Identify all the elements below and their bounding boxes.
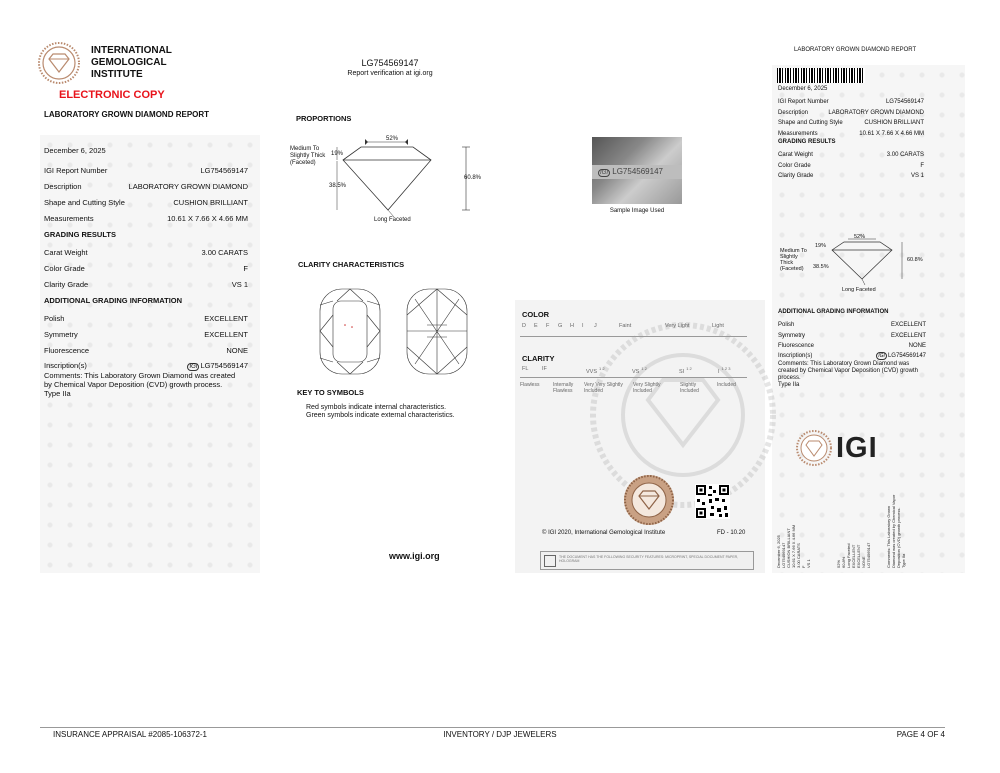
report-date: December 6, 2025 <box>44 146 106 155</box>
right-detail-value: LABORATORY GROWN DIAMOND <box>828 109 924 116</box>
right-grading-title: GRADING RESULTS <box>778 139 836 145</box>
institute-line: INTERNATIONAL <box>91 45 172 56</box>
grading-row <box>44 276 248 292</box>
right-detail-value: 10.61 X 7.66 X 4.66 MM <box>859 130 924 137</box>
right-girdle-line: Medium To <box>780 248 807 254</box>
igi-logo <box>796 430 886 466</box>
right-girdle-line: Thick <box>780 260 794 266</box>
right-grading-row <box>778 150 924 161</box>
right-girdle-description <box>780 248 807 272</box>
copyright: © IGI 2020, International Gemological Institute <box>542 530 666 536</box>
clarity-grade: IF <box>542 366 547 372</box>
right-additional-value: EXCELLENT <box>890 332 926 339</box>
right-depth-percentage: 60.8% <box>907 257 923 263</box>
grading-value: 3.00 CARATS <box>201 247 248 257</box>
rotated-summary-content <box>776 490 811 568</box>
clarity-characteristics-title: CLARITY CHARACTERISTICS <box>298 260 405 269</box>
right-detail-value: CUSHION BRILLIANT <box>864 120 924 127</box>
igi-logo-text: IGI <box>836 432 878 464</box>
right-additional-label: Fluorescence <box>778 343 815 350</box>
electronic-copy-label: ELECTRONIC COPY <box>59 89 165 101</box>
girdle-description <box>290 146 325 167</box>
depth-percentage: 60.8% <box>464 175 482 181</box>
right-report-date: December 6, 2025 <box>778 86 828 92</box>
additional-value: EXCELLENT <box>204 313 248 323</box>
clarity-scale-words <box>520 382 747 402</box>
rotated-carat: 3.00 CARATS <box>796 543 801 568</box>
right-grading-row <box>778 171 924 182</box>
right-grading-label: Color Grade <box>778 162 811 169</box>
rotated-fluorescence: NONE <box>861 556 866 568</box>
right-igi-inscription-mark: IGI <box>878 353 885 359</box>
right-detail-label: Shape and Cutting Style <box>778 120 843 127</box>
rotated-type: Type IIa <box>901 553 906 568</box>
verification-text: Report verification at igi.org <box>347 70 433 77</box>
rotated-summary-block <box>766 488 946 568</box>
igi-gold-seal <box>623 474 675 526</box>
proportions-title: PROPORTIONS <box>296 114 352 123</box>
right-detail-value: LG754569147 <box>885 99 924 106</box>
culet-description: Long Faceted <box>374 217 411 223</box>
rotated-shape: CUSHION BRILLIANT <box>786 528 791 568</box>
right-detail-row <box>778 108 924 119</box>
right-additional-row <box>778 341 926 352</box>
comments-text: Comments: This Laboratory Grown Diamond was created by Chemical Vapor Deposition (CVD) growth process. <box>44 371 236 389</box>
right-comments-text: Comments: This Laboratory Grown Diamond was created by Chemical Vapor Deposition (CVD) growth process. <box>778 360 918 381</box>
clarity-grade <box>718 366 730 375</box>
detail-value: 10.61 X 7.66 X 4.66 MM <box>167 213 248 223</box>
key-line: Green symbols indicate external characteristics. <box>306 412 455 419</box>
girdle-line: Medium To <box>290 146 320 152</box>
right-girdle-line: Slightly <box>780 254 798 260</box>
color-letter: H <box>570 323 574 329</box>
clarity-grade-label: SI <box>679 368 685 375</box>
grading-label: Carat Weight <box>44 247 88 257</box>
grading-value: VS 1 <box>231 279 248 289</box>
color-letter: G <box>558 323 563 329</box>
institute-line: GEMOLOGICAL <box>91 57 167 68</box>
grading-label: Clarity Grade <box>44 279 89 289</box>
detail-value: LG754569147 <box>200 165 248 175</box>
key-line: Red symbols indicate internal characteristics. <box>306 404 447 411</box>
girdle-line: (Faceted) <box>290 160 316 166</box>
rotated-summary-content-2 <box>836 490 871 568</box>
security-disclaimer: THE DOCUMENT HAS THE FOLLOWING SECURITY FEATURES: MICROPRINT, SPECIAL DOCUMENT PAPER, HOLOGRAM <box>559 555 739 563</box>
color-scale-line <box>520 336 747 337</box>
detail-label: Shape and Cutting Style <box>44 197 125 207</box>
right-grading-label: Carat Weight <box>778 152 813 159</box>
color-letter: I <box>582 323 584 329</box>
sample-inscription <box>598 167 663 176</box>
detail-row <box>44 162 248 178</box>
rotated-clarity: VS 1 <box>806 559 811 568</box>
rotated-date: December 6, 2025 <box>776 535 781 568</box>
right-detail-row <box>778 129 924 140</box>
color-letter: E <box>534 323 538 329</box>
rotated-depth: 60.8% <box>841 556 846 568</box>
color-scale <box>522 323 745 335</box>
table-percentage: 52% <box>386 136 399 142</box>
right-report-title: LABORATORY GROWN DIAMOND REPORT <box>794 47 917 53</box>
pavilion-percentage: 38.5% <box>329 183 347 189</box>
clarity-word: Internally Flawless <box>553 382 574 394</box>
grading-row <box>44 244 248 260</box>
color-word: Faint <box>619 323 632 329</box>
right-culet-description: Long Faceted <box>842 287 876 293</box>
crown-percentage: 19% <box>331 151 344 157</box>
additional-row <box>44 326 248 342</box>
right-girdle-line: (Faceted) <box>780 266 804 272</box>
rotated-polish: EXCELLENT <box>851 544 856 568</box>
diamond-type: Type IIa <box>44 389 71 398</box>
inscription-value <box>187 361 248 370</box>
rotated-inscription: LG754569147 <box>866 542 871 568</box>
right-crown-percentage: 19% <box>815 243 827 249</box>
footer-divider <box>40 727 945 728</box>
additional-row <box>44 358 248 372</box>
sample-igi-mark: IGI <box>600 170 609 176</box>
clarity-word: Very Very Slightly Included <box>584 382 623 394</box>
color-word: Light <box>712 323 724 329</box>
clarity-word: Slightly Included <box>680 382 699 394</box>
detail-label: Description <box>44 181 82 191</box>
right-additional-row <box>778 320 926 331</box>
additional-label: Symmetry <box>44 329 78 339</box>
key-to-symbols-text <box>306 404 455 420</box>
clarity-grade-sub: 1 2 <box>686 366 692 371</box>
additional-label: Inscription(s) <box>44 360 87 370</box>
detail-label: Measurements <box>44 213 94 223</box>
crown-view <box>320 289 380 374</box>
institute-name <box>91 45 172 81</box>
detail-label: IGI Report Number <box>44 165 108 175</box>
right-grading-value: 3.00 CARATS <box>886 152 924 159</box>
clarity-scale-title: CLARITY <box>522 354 555 363</box>
clarity-grade-label: VVS <box>586 368 598 375</box>
detail-value: CUSHION BRILLIANT <box>173 197 248 207</box>
igi-inscription-mark: IGI <box>189 363 198 370</box>
right-detail-row <box>778 97 924 108</box>
right-additional-title: ADDITIONAL GRADING INFORMATION <box>778 309 889 315</box>
right-inscription-value <box>876 353 926 359</box>
sample-image-caption: Sample Image Used <box>609 208 665 214</box>
right-detail-label: Description <box>778 109 809 116</box>
footer-page-number: PAGE 4 OF 4 <box>896 730 945 739</box>
report-number-header: LG754569147 <box>361 58 419 68</box>
right-additional-label: Polish <box>778 322 795 329</box>
sample-inscription-number: LG754569147 <box>612 167 663 176</box>
clarity-plot <box>315 285 475 380</box>
right-inscription-number: LG754569147 <box>887 353 926 359</box>
detail-row <box>44 178 248 194</box>
color-letter: D <box>522 323 526 329</box>
clarity-word: Included <box>717 382 736 388</box>
footer-appraisal: INSURANCE APPRAISAL #2085-106372-1 <box>53 730 208 739</box>
rotated-report-number: LG754569147 <box>781 542 786 568</box>
detail-row <box>44 194 248 210</box>
additional-grading-title: ADDITIONAL GRADING INFORMATION <box>44 296 183 305</box>
additional-value: NONE <box>226 345 248 355</box>
left-report-details <box>44 146 248 398</box>
color-scale-title: COLOR <box>522 310 550 319</box>
grading-value: F <box>243 263 248 273</box>
right-detail-row <box>778 118 924 129</box>
additional-label: Fluorescence <box>44 345 90 355</box>
additional-row <box>44 310 248 326</box>
rotated-color: F <box>801 565 806 568</box>
grading-results-title: GRADING RESULTS <box>44 230 116 239</box>
additional-row <box>44 342 248 358</box>
right-additional-row <box>778 352 926 361</box>
report-title: LABORATORY GROWN DIAMOND REPORT <box>44 110 210 119</box>
security-icon <box>544 555 556 567</box>
rotated-symmetry: EXCELLENT <box>856 544 861 568</box>
rotated-summary-content-3 <box>886 490 906 568</box>
rotated-culet: Long Faceted <box>846 543 851 568</box>
clarity-grade-sub: 1 2 <box>641 366 647 371</box>
clarity-scale-line <box>520 377 747 378</box>
clarity-grade <box>632 366 647 375</box>
clarity-grade-label: VS <box>632 368 640 375</box>
additional-value: EXCELLENT <box>204 329 248 339</box>
institute-line: INSTITUTE <box>91 69 143 80</box>
grading-label: Color Grade <box>44 263 85 273</box>
right-diamond-type: Type IIa <box>778 381 800 388</box>
right-additional-value: EXCELLENT <box>890 322 926 329</box>
color-letter: F <box>546 323 550 329</box>
right-detail-label: Measurements <box>778 130 818 137</box>
right-proportions-diagram <box>810 233 930 293</box>
right-grading-value: F <box>920 162 924 169</box>
color-letter: J <box>594 323 597 329</box>
footer-inventory: INVENTORY / DJP JEWELERS <box>443 730 557 739</box>
right-grading-row <box>778 161 924 172</box>
right-table-percentage: 52% <box>854 234 866 240</box>
clarity-grade <box>679 366 692 375</box>
website-link[interactable]: www.igi.org <box>389 551 440 561</box>
right-additional-label: Inscription(s) <box>778 353 813 359</box>
qr-code[interactable] <box>695 484 730 519</box>
right-grading-value: VS 1 <box>910 173 924 180</box>
girdle-line: Slightly Thick <box>290 153 326 159</box>
rotated-measurements: 10.61 X 7.66 X 4.66 MM <box>791 524 796 568</box>
right-pavilion-percentage: 38.5% <box>813 264 829 270</box>
form-code: FD - 10.20 <box>717 530 746 536</box>
clarity-grade-label: I <box>718 368 720 375</box>
detail-row <box>44 210 248 226</box>
right-additional-value: NONE <box>908 343 926 350</box>
copyright-text <box>542 530 665 536</box>
clarity-grade <box>586 366 605 375</box>
clarity-word: Flawless <box>520 382 540 388</box>
key-to-symbols-title: KEY TO SYMBOLS <box>297 388 364 397</box>
watermark-seal <box>588 320 778 510</box>
right-grading-label: Clarity Grade <box>778 173 814 180</box>
detail-value: LABORATORY GROWN DIAMOND <box>128 181 248 191</box>
clarity-grade: FL <box>522 366 529 372</box>
clarity-word: Very Slightly Included <box>633 382 661 394</box>
sample-image <box>592 137 682 204</box>
clarity-grade-sub: 1 2 <box>599 366 605 371</box>
right-additional-label: Symmetry <box>778 332 805 339</box>
security-strip <box>540 551 754 570</box>
additional-label: Polish <box>44 313 65 323</box>
pavilion-view <box>407 289 467 374</box>
igi-seal-logo <box>38 42 80 84</box>
inscription-number: LG754569147 <box>200 360 248 370</box>
grading-row <box>44 260 248 276</box>
right-report-details <box>778 86 924 182</box>
rotated-comments: Comments: This Laboratory Grown Diamond was created by Chemical Vapor Deposition (CVD) growth process. <box>886 494 901 568</box>
right-additional-info <box>778 309 926 389</box>
color-word: Very Light <box>665 323 690 329</box>
barcode <box>777 68 865 83</box>
right-additional-row <box>778 331 926 342</box>
right-detail-label: IGI Report Number <box>778 99 829 106</box>
rotated-table: 52% <box>836 559 841 568</box>
clarity-grade-sub: 1 2 3 <box>721 366 731 371</box>
